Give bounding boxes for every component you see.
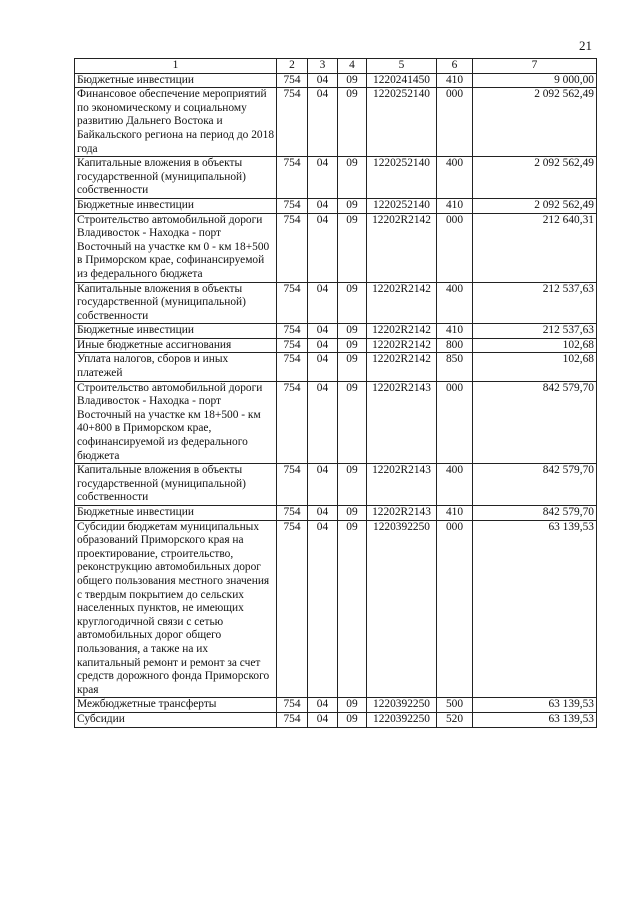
row-code-6: 400 <box>437 464 473 506</box>
row-code-5: 12202R2142 <box>367 282 437 324</box>
table-row <box>75 213 597 282</box>
row-code-2: 754 <box>277 520 308 698</box>
row-code-6: 400 <box>437 282 473 324</box>
row-code-4: 09 <box>338 698 367 713</box>
row-code-5: 1220241450 <box>367 73 437 88</box>
row-name: Капитальные вложения в объекты государственной (муниципальной) собственности <box>75 157 277 199</box>
row-code-4: 09 <box>338 88 367 157</box>
table-row <box>75 324 597 339</box>
budget-table <box>74 58 597 728</box>
row-amount: 842 579,70 <box>473 381 597 464</box>
row-code-6: 400 <box>437 157 473 199</box>
row-code-6: 410 <box>437 73 473 88</box>
row-code-4: 09 <box>338 213 367 282</box>
column-header: 5 <box>367 59 437 74</box>
row-code-5: 12202R2143 <box>367 506 437 521</box>
row-code-3: 04 <box>308 88 338 157</box>
row-code-4: 09 <box>338 338 367 353</box>
row-code-2: 754 <box>277 88 308 157</box>
page-number: 21 <box>579 38 592 53</box>
row-code-6: 410 <box>437 198 473 213</box>
row-name: Субсидии <box>75 712 277 727</box>
row-name: Капитальные вложения в объекты государственной (муниципальной) собственности <box>75 464 277 506</box>
row-code-5: 1220252140 <box>367 198 437 213</box>
row-code-6: 500 <box>437 698 473 713</box>
row-amount: 842 579,70 <box>473 464 597 506</box>
table-header-row <box>75 59 597 74</box>
row-code-3: 04 <box>308 712 338 727</box>
row-code-2: 754 <box>277 157 308 199</box>
row-code-5: 12202R2142 <box>367 324 437 339</box>
row-amount: 63 139,53 <box>473 712 597 727</box>
row-code-3: 04 <box>308 506 338 521</box>
row-code-2: 754 <box>277 506 308 521</box>
row-code-2: 754 <box>277 698 308 713</box>
row-code-3: 04 <box>308 338 338 353</box>
row-code-4: 09 <box>338 381 367 464</box>
row-amount: 212 640,31 <box>473 213 597 282</box>
table-row <box>75 520 597 698</box>
row-code-5: 12202R2142 <box>367 338 437 353</box>
row-code-4: 09 <box>338 157 367 199</box>
row-name: Бюджетные инвестиции <box>75 73 277 88</box>
row-code-2: 754 <box>277 282 308 324</box>
row-code-2: 754 <box>277 324 308 339</box>
row-amount: 63 139,53 <box>473 520 597 698</box>
row-code-5: 1220252140 <box>367 157 437 199</box>
row-amount: 212 537,63 <box>473 282 597 324</box>
row-code-3: 04 <box>308 324 338 339</box>
row-name: Строительство автомобильной дороги Владивосток - Находка - порт Восточный на участке км 18+500 - км 40+800 в Приморском крае, софинансируемой из федерального бюджета <box>75 381 277 464</box>
column-header: 6 <box>437 59 473 74</box>
column-header: 7 <box>473 59 597 74</box>
table-row <box>75 338 597 353</box>
row-code-3: 04 <box>308 381 338 464</box>
row-code-6: 410 <box>437 506 473 521</box>
row-code-3: 04 <box>308 213 338 282</box>
row-code-2: 754 <box>277 381 308 464</box>
row-code-3: 04 <box>308 464 338 506</box>
row-code-2: 754 <box>277 213 308 282</box>
row-code-4: 09 <box>338 198 367 213</box>
row-name: Бюджетные инвестиции <box>75 198 277 213</box>
row-name: Бюджетные инвестиции <box>75 324 277 339</box>
table-row <box>75 712 597 727</box>
row-amount: 2 092 562,49 <box>473 198 597 213</box>
row-code-4: 09 <box>338 506 367 521</box>
row-code-6: 000 <box>437 381 473 464</box>
row-code-5: 12202R2142 <box>367 213 437 282</box>
row-code-3: 04 <box>308 698 338 713</box>
row-code-4: 09 <box>338 324 367 339</box>
row-name: Уплата налогов, сборов и иных платежей <box>75 353 277 381</box>
row-code-6: 000 <box>437 520 473 698</box>
row-code-4: 09 <box>338 520 367 698</box>
table-row <box>75 157 597 199</box>
row-code-5: 1220392250 <box>367 698 437 713</box>
row-code-3: 04 <box>308 157 338 199</box>
row-amount: 212 537,63 <box>473 324 597 339</box>
row-name: Бюджетные инвестиции <box>75 506 277 521</box>
table-row <box>75 73 597 88</box>
row-code-5: 1220392250 <box>367 712 437 727</box>
table-row <box>75 698 597 713</box>
row-name: Финансовое обеспечение мероприятий по экономическому и социальному развитию Дальнего Востока и Байкальского региона на период до 2018 года <box>75 88 277 157</box>
row-amount: 102,68 <box>473 353 597 381</box>
row-code-4: 09 <box>338 73 367 88</box>
column-header: 2 <box>277 59 308 74</box>
row-code-2: 754 <box>277 198 308 213</box>
row-code-6: 000 <box>437 213 473 282</box>
column-header: 3 <box>308 59 338 74</box>
table-row <box>75 464 597 506</box>
column-header: 4 <box>338 59 367 74</box>
row-name: Строительство автомобильной дороги Владивосток - Находка - порт Восточный на участке км 0 - км 18+500 в Приморском крае, софинансируемой из федерального бюджета <box>75 213 277 282</box>
row-code-3: 04 <box>308 73 338 88</box>
row-code-2: 754 <box>277 73 308 88</box>
row-code-3: 04 <box>308 520 338 698</box>
table-row <box>75 381 597 464</box>
row-code-3: 04 <box>308 353 338 381</box>
row-code-6: 850 <box>437 353 473 381</box>
row-amount: 2 092 562,49 <box>473 157 597 199</box>
row-amount: 9 000,00 <box>473 73 597 88</box>
row-code-4: 09 <box>338 712 367 727</box>
row-code-2: 754 <box>277 464 308 506</box>
row-code-5: 1220392250 <box>367 520 437 698</box>
table-row <box>75 353 597 381</box>
row-code-2: 754 <box>277 712 308 727</box>
row-amount: 102,68 <box>473 338 597 353</box>
row-amount: 842 579,70 <box>473 506 597 521</box>
row-name: Межбюджетные трансферты <box>75 698 277 713</box>
row-code-6: 000 <box>437 88 473 157</box>
row-code-4: 09 <box>338 353 367 381</box>
row-code-5: 1220252140 <box>367 88 437 157</box>
table-row <box>75 282 597 324</box>
column-header: 1 <box>75 59 277 74</box>
row-code-6: 410 <box>437 324 473 339</box>
row-code-5: 12202R2143 <box>367 381 437 464</box>
row-name: Капитальные вложения в объекты государственной (муниципальной) собственности <box>75 282 277 324</box>
row-name: Иные бюджетные ассигнования <box>75 338 277 353</box>
row-code-5: 12202R2143 <box>367 464 437 506</box>
row-code-6: 520 <box>437 712 473 727</box>
row-amount: 2 092 562,49 <box>473 88 597 157</box>
row-code-2: 754 <box>277 338 308 353</box>
row-code-4: 09 <box>338 282 367 324</box>
row-code-4: 09 <box>338 464 367 506</box>
row-code-3: 04 <box>308 282 338 324</box>
table-row <box>75 198 597 213</box>
table-row <box>75 506 597 521</box>
row-code-6: 800 <box>437 338 473 353</box>
table-row <box>75 88 597 157</box>
row-name: Субсидии бюджетам муниципальных образований Приморского края на проектирование, строительство, реконструкцию автомобильных дорог общего пользования местного значения с твердым покрытием до сельских населенных пунктов, не имеющих круглогодичной связи с сетью автомобильных дорог общего пользования, а также на их капитальный ремонт и ремонт за счет средств дорожного фонда Приморского края <box>75 520 277 698</box>
row-amount: 63 139,53 <box>473 698 597 713</box>
row-code-3: 04 <box>308 198 338 213</box>
row-code-5: 12202R2142 <box>367 353 437 381</box>
row-code-2: 754 <box>277 353 308 381</box>
